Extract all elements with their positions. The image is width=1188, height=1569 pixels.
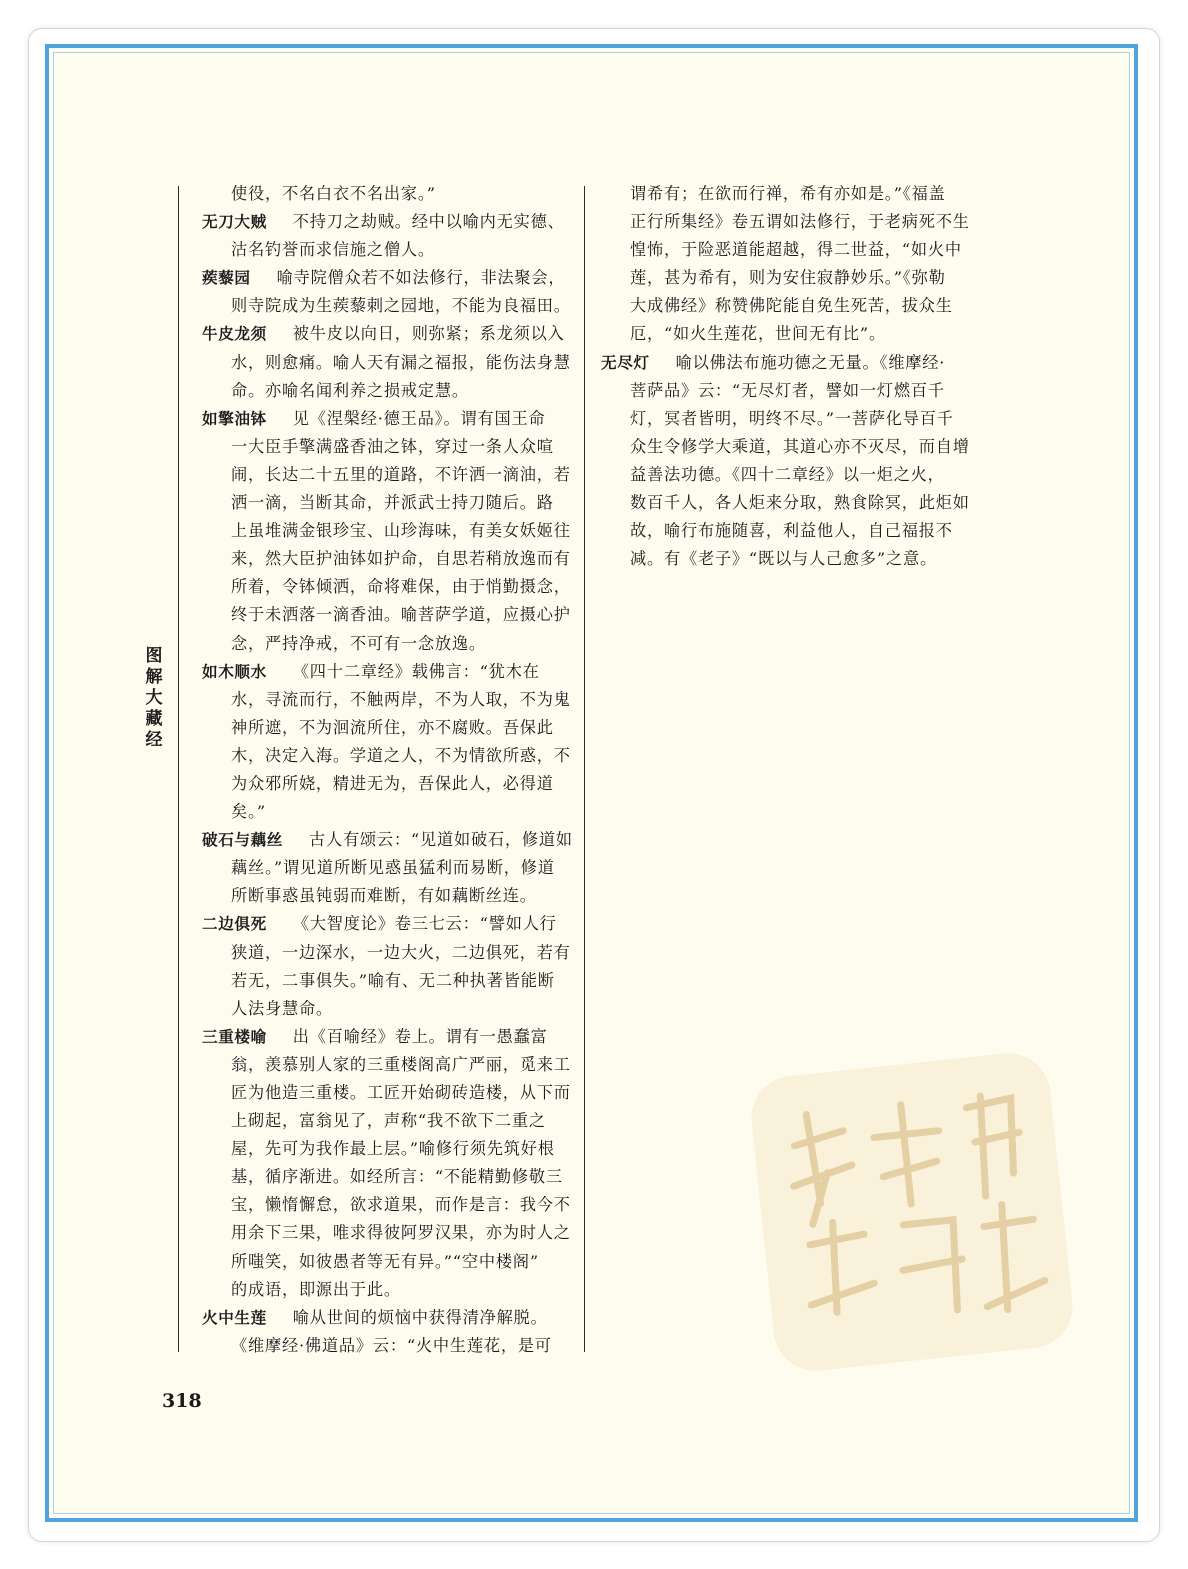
text-line <box>202 742 572 770</box>
page-number: 318 <box>162 1390 202 1412</box>
entry-text: 屋，先可为我作最上层。”喻修行须先筑好根 <box>231 1139 555 1159</box>
entry-term: 蒺藜园 <box>202 269 251 288</box>
text-line <box>202 1248 572 1276</box>
entry-line <box>202 405 572 433</box>
center-column-rule <box>584 186 585 1352</box>
entry-text: 大成佛经》称赞佛陀能自免生死苦，拔众生 <box>630 296 953 316</box>
entry-text: 古人有颂云：“见道如破石，修道如 <box>308 830 573 850</box>
entry-text: 《四十二章经》载佛言：“犹木在 <box>292 661 540 681</box>
side-title-char: 大 <box>145 688 163 708</box>
entry-line <box>202 1023 572 1051</box>
entry-text: 喻以佛法布施功德之无量。《维摩经· <box>675 352 946 372</box>
text-line <box>202 1079 572 1107</box>
entry-text: 《维摩经·佛道品》云：“火中生莲花，是可 <box>231 1335 552 1355</box>
entry-text: 使役，不名白衣不名出家。” <box>231 184 436 203</box>
entry-text: 见《涅槃经·德王品》。谓有国王命 <box>292 408 546 428</box>
entry-text: 莲，甚为希有，则为安住寂静妙乐。”《弥勒 <box>630 268 946 288</box>
entry-line <box>202 208 572 236</box>
text-line <box>202 882 572 910</box>
text-line <box>202 1219 572 1247</box>
side-title-char: 解 <box>145 667 163 687</box>
entry-text: 益善法功德。《四十二章经》以一炬之火， <box>630 464 945 484</box>
text-line <box>601 545 971 573</box>
entry-text: 上砌起，富翁见了，声称“我不欲下二重之 <box>231 1111 546 1131</box>
entry-text: 谓希有；在欲而行禅，希有亦如是。”《福盖 <box>630 184 946 203</box>
entry-text: 命。亦喻名闻利养之损戒定慧。 <box>231 380 469 400</box>
entry-text: 喻从世间的烦恼中获得清净解脱。 <box>292 1307 548 1327</box>
entry-text: 所着，令钵倾洒，命将难保，由于悄勤摄念， <box>231 577 571 597</box>
entry-text: 洒一滴，当断其命，并派武士持刀随后。路 <box>231 493 554 513</box>
text-line <box>202 1332 572 1360</box>
text-line <box>202 180 572 208</box>
text-line <box>202 489 572 517</box>
text-line <box>202 517 572 545</box>
text-line <box>202 630 572 658</box>
entry-text: 闹，长达二十五里的道路，不许洒一滴油，若 <box>231 464 571 484</box>
text-line <box>202 377 572 405</box>
text-line <box>601 320 971 348</box>
entry-text: 正行所集经》卷五谓如法修行，于老病死不生 <box>630 212 970 232</box>
entry-text: 狭道，一边深水，一边大火，二边俱死，若有 <box>231 942 571 962</box>
entry-text: 出《百喻经》卷上。谓有一愚蠢富 <box>292 1026 548 1046</box>
entry-text: 故，喻行布施随喜，利益他人，自己福报不 <box>630 521 953 541</box>
entry-text: 一大臣手擎满盛香油之钵，穿过一条人众喧 <box>231 436 554 456</box>
entry-term: 如木顺水 <box>202 662 267 681</box>
text-line <box>601 405 971 433</box>
text-line <box>202 854 572 882</box>
entry-text: 减。有《老子》“既以与人己愈多”之意。 <box>630 549 937 569</box>
entry-text: 藕丝。”谓见道所断见惑虽猛利而易断，修道 <box>231 858 555 878</box>
entry-text: 不持刀之劫贼。经中以喻内无实德、 <box>292 212 565 232</box>
entry-text: 《大智度论》卷三七云：“譬如人行 <box>292 914 557 934</box>
entry-term: 破石与藕丝 <box>202 831 283 850</box>
side-title-char: 藏 <box>145 709 163 729</box>
entry-text: 水，则愈痛。喻人天有漏之福报，能伤法身慧 <box>231 352 571 372</box>
text-line <box>202 601 572 629</box>
left-text-column <box>202 180 572 1360</box>
text-line <box>202 573 572 601</box>
text-line <box>601 433 971 461</box>
text-line <box>202 545 572 573</box>
entry-term: 火中生莲 <box>202 1308 267 1327</box>
text-line <box>601 180 971 208</box>
entry-term: 无刀大贼 <box>202 213 267 232</box>
text-line <box>202 1107 572 1135</box>
entry-text: 人法身慧命。 <box>231 998 333 1018</box>
entry-text: 来，然大臣护油钵如护命，自思若稍放逸而有 <box>231 549 571 569</box>
entry-text: 厄，“如火生莲花，世间无有比”。 <box>630 324 886 344</box>
entry-text: 宝，懒惰懈怠，欲求道果，而作是言：我今不 <box>231 1195 571 1215</box>
entry-text: 则寺院成为生蒺藜刺之园地，不能为良福田。 <box>231 296 571 316</box>
entry-term: 无尽灯 <box>601 353 650 372</box>
text-line <box>601 461 971 489</box>
text-line <box>601 517 971 545</box>
entry-text: 为众邪所娆，精进无为，吾保此人，必得道 <box>231 773 554 793</box>
text-line <box>202 349 572 377</box>
text-line <box>202 1135 572 1163</box>
entry-text: 惶怖，于险恶道能超越，得二世益，“如火中 <box>630 240 962 260</box>
entry-text: 用余下三果，唯求得彼阿罗汉果，亦为时人之 <box>231 1223 571 1243</box>
seal-stamp-image <box>747 1049 1076 1375</box>
entry-text: 所嗤笑，如彼愚者等无有异。”“空中楼阁” <box>231 1251 539 1271</box>
entry-text: 上虽堆满金银珍宝、山珍海味，有美女妖姬往 <box>231 521 571 541</box>
text-line <box>202 1191 572 1219</box>
entry-line <box>202 910 572 938</box>
entry-line <box>202 320 572 348</box>
side-title-char: 经 <box>145 730 163 750</box>
text-line <box>202 770 572 798</box>
text-line <box>202 798 572 826</box>
entry-line <box>202 826 572 854</box>
entry-text: 灯，冥者皆明，明终不尽。”一菩萨化导百千 <box>630 408 954 428</box>
entry-text: 沽名钓誉而求信施之僧人。 <box>231 240 435 260</box>
entry-term: 三重楼喻 <box>202 1027 267 1046</box>
text-line <box>601 489 971 517</box>
entry-text: 翁，羡慕别人家的三重楼阁高广严丽，觅来工 <box>231 1054 571 1074</box>
entry-text: 被牛皮以向日，则弥紧；系龙须以入 <box>292 324 565 344</box>
text-line <box>601 292 971 320</box>
entry-text: 数百千人，各人炬来分取，熟食除冥，此炬如 <box>630 493 970 513</box>
entry-term: 二边俱死 <box>202 915 267 934</box>
text-line <box>202 995 572 1023</box>
entry-line <box>202 658 572 686</box>
entry-term: 牛皮龙须 <box>202 325 267 344</box>
entry-text: 神所遮，不为洄流所住，亦不腐败。吾保此 <box>231 717 554 737</box>
text-line <box>202 1051 572 1079</box>
entry-text: 矣。” <box>231 802 266 822</box>
entry-line <box>202 1304 572 1332</box>
text-line <box>601 264 971 292</box>
entry-text: 基，循序渐进。如经所言：“不能精勤修敬三 <box>231 1167 563 1187</box>
entry-text: 菩萨品》云：“无尽灯者，譬如一灯燃百千 <box>630 380 945 400</box>
entry-text: 的成语，即源出于此。 <box>231 1279 401 1299</box>
entry-text: 若无，二事俱失。”喻有、无二种执著皆能断 <box>231 970 555 990</box>
right-text-column <box>601 180 971 573</box>
text-line <box>202 433 572 461</box>
entry-term: 如擎油钵 <box>202 409 267 428</box>
entry-text: 所断事惑虽钝弱而难断，有如藕断丝连。 <box>231 886 537 906</box>
text-line <box>601 208 971 236</box>
side-book-title <box>144 646 164 751</box>
entry-text: 众生令修学大乘道，其道心亦不灭尽，而自增 <box>630 436 970 456</box>
text-line <box>601 377 971 405</box>
text-line <box>202 967 572 995</box>
entry-text: 水，寻流而行，不触两岸，不为人取，不为鬼 <box>231 689 571 709</box>
text-line <box>202 1276 572 1304</box>
entry-text: 喻寺院僧众若不如法修行，非法聚会， <box>276 268 566 288</box>
watermark-seal <box>747 1049 1076 1375</box>
entry-text: 木，决定入海。学道之人，不为情欲所惑，不 <box>231 745 571 765</box>
text-line <box>202 714 572 742</box>
text-line <box>202 939 572 967</box>
text-line <box>601 236 971 264</box>
entry-text: 念，严持净戒，不可有一念放逸。 <box>231 633 486 653</box>
side-title-char: 图 <box>145 646 163 666</box>
entry-line <box>202 264 572 292</box>
text-line <box>202 461 572 489</box>
entry-line <box>601 349 971 377</box>
text-line <box>202 236 572 264</box>
text-line <box>202 1163 572 1191</box>
entry-text: 匠为他造三重楼。工匠开始砌砖造楼，从下而 <box>231 1083 571 1102</box>
text-line <box>202 686 572 714</box>
text-line <box>202 292 572 320</box>
left-margin-rule <box>178 186 179 1352</box>
entry-text: 终于未洒落一滴香油。喻菩萨学道，应摄心护 <box>231 605 571 625</box>
